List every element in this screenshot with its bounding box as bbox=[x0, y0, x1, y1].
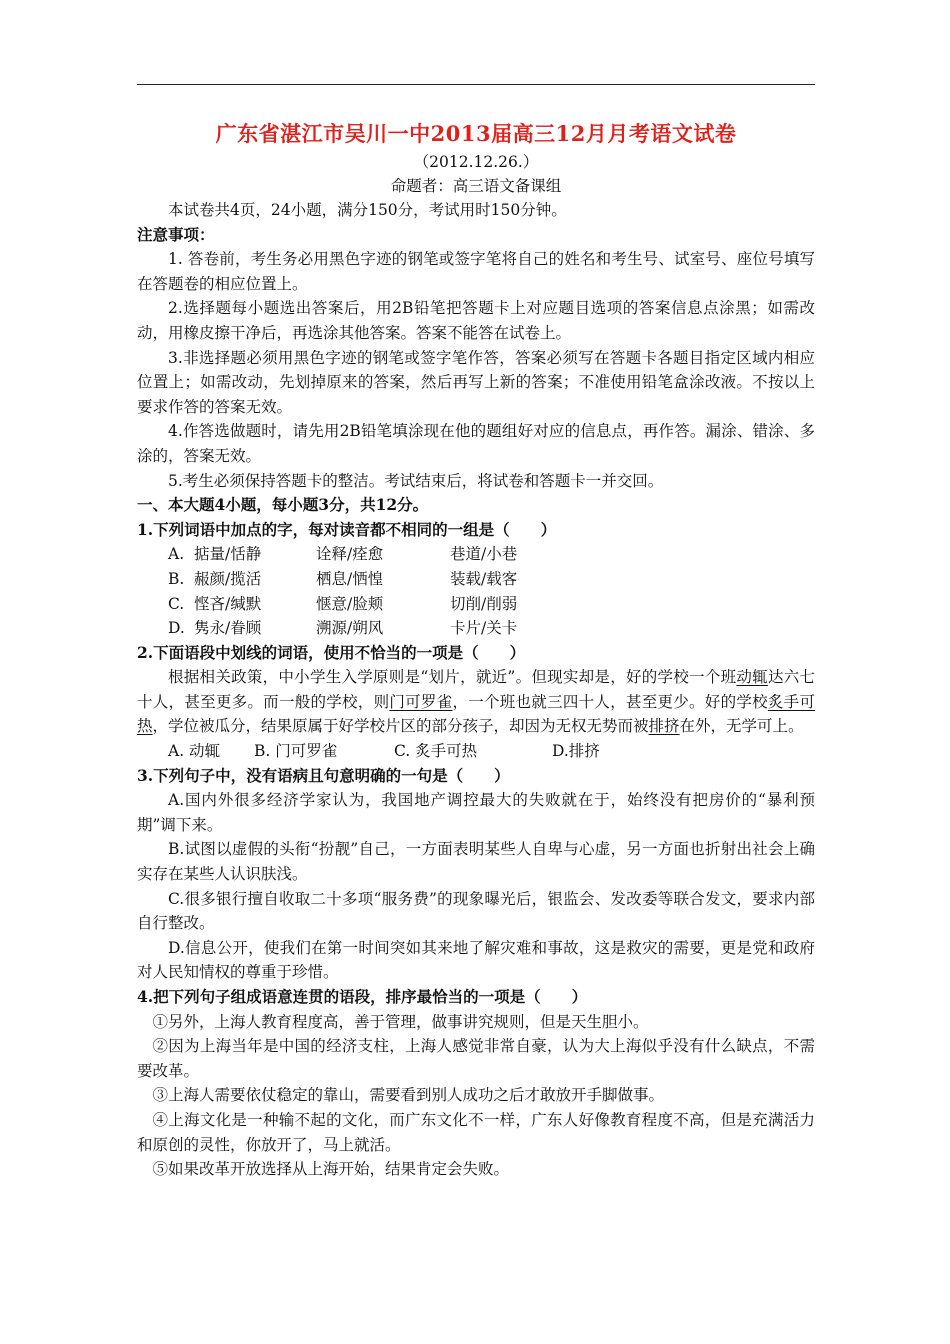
option-word: 卡片/关卡 bbox=[450, 619, 518, 638]
note-item: 2.选择题每小题选出答案后，用2B铅笔把答题卡上对应题目选项的答案信息点涂黑；如需改动，用橡皮擦干净后，再选涂其他答案。答案不能答在试卷上。 bbox=[137, 299, 815, 342]
exam-author: 命题者：高三语文备课组 bbox=[390, 177, 562, 195]
option-word: 巷道/小巷 bbox=[450, 545, 518, 564]
section-heading: 一、本大题4小题，每小题3分，共12分。 bbox=[137, 495, 429, 515]
passage-text: ，学位被瓜分，结果原属于好学校片区的部分孩子，却因为无权无势而被 bbox=[152, 717, 649, 736]
question-4-sentence: ③上海人需要依仗稳定的靠山，需要看到别人成功之后才敢放开手脚做事。 bbox=[152, 1086, 665, 1105]
question-1-option-d bbox=[137, 616, 815, 641]
question-2-stem: 2.下面语段中划线的词语，使用不恰当的一项是（ ） bbox=[137, 642, 526, 662]
note-item: 1. 答卷前，考生务必用黑色字迹的钢笔或签字笔将自己的姓名和考生号、试室号、座位号填写在答题卷的相应位置上。 bbox=[137, 250, 815, 293]
option-label: A. bbox=[168, 545, 185, 564]
passage-text: 根据相关政策，中小学生入学原则是“划片，就近”。但现实却是，好的学校一个班 bbox=[168, 668, 737, 687]
option-d: D.排挤 bbox=[552, 742, 600, 761]
note-item: 4.作答选做题时，请先用2B铅笔填涂现在他的题组好对应的信息点，再作答。漏涂、错涂、多涂的，答案无效。 bbox=[137, 422, 815, 465]
question-2-passage bbox=[137, 665, 815, 739]
option-word: 隽永/眷顾 bbox=[194, 619, 262, 638]
question-3-option-a: A.国内外很多经济学家认为，我国地产调控最大的失败就在于，始终没有把房价的“暴利预期”调下来。 bbox=[137, 791, 815, 834]
exam-title: 广东省湛江市吴川一中2013届高三12月月考语文试卷 bbox=[215, 121, 737, 146]
question-4-sentence: ②因为上海当年是中国的经济支柱，上海人感觉非常自豪，认为大上海似乎没有什么缺点，不需要改革。 bbox=[137, 1037, 815, 1080]
document-body bbox=[137, 118, 815, 1182]
option-label: C. bbox=[168, 594, 185, 613]
question-3-option-b: B.试图以虚假的头衔“扮靓”自己，一方面表明某些人自卑与心虚，另一方面也折射出社会上确实存在某些人认识肤浅。 bbox=[137, 840, 815, 884]
option-word: 诠释/痊愈 bbox=[316, 545, 384, 564]
question-1-stem: 1.下列词语中加点的字，每对读音都不相同的一组是（ ） bbox=[137, 519, 557, 539]
header-rule bbox=[137, 84, 815, 85]
underlined-word: 炙手可热 bbox=[137, 692, 815, 736]
question-4-sentence: ①另外，上海人教育程度高，善于管理，做事讲究规则，但是天生胆小。 bbox=[152, 1012, 649, 1031]
question-3-stem: 3.下列句子中，没有语病且句意明确的一句是（ ） bbox=[137, 765, 510, 785]
exam-intro: 本试卷共4页，24小题，满分150分，考试用时150分钟。 bbox=[168, 201, 567, 219]
passage-text: 在外，无学可上。 bbox=[679, 717, 804, 736]
option-word: 栖息/恓惶 bbox=[316, 569, 384, 588]
option-b: B. 门可罗雀 bbox=[254, 742, 338, 761]
option-label: D. bbox=[168, 619, 185, 638]
option-word: 悭吝/缄默 bbox=[194, 594, 262, 613]
option-word: 溯源/朔风 bbox=[316, 619, 384, 638]
option-word: 赧颜/揽活 bbox=[194, 569, 262, 588]
note-item: 5.考生必须保持答题卡的整洁。考试结束后，将试卷和答题卡一并交回。 bbox=[168, 471, 664, 490]
notes-heading: 注意事项： bbox=[137, 224, 215, 244]
exam-date: （2012.12.26.） bbox=[413, 153, 539, 171]
option-c: C. 炙手可热 bbox=[394, 742, 478, 761]
question-4-sentence: ⑤如果改革开放选择从上海开始，结果肯定会失败。 bbox=[152, 1160, 510, 1179]
option-word: 装载/载客 bbox=[450, 569, 518, 588]
question-4-stem: 4.把下列句子组成语意连贯的语段，排序最恰当的一项是（ ） bbox=[137, 987, 588, 1006]
note-item: 3.非选择题必须用黑色字迹的钢笔或签字笔作答，答案必须写在答题卡各题目指定区域内相应位置上；如需改动，先划掉原来的答案，然后再写上新的答案；不准使用铅笔盒涂改液。不按以上要求作答的答案无效。 bbox=[137, 348, 815, 416]
question-1-option-b bbox=[137, 567, 815, 592]
question-1-option-c bbox=[137, 592, 815, 617]
question-1-option-a bbox=[137, 542, 815, 567]
option-a: A. 动辄 bbox=[168, 742, 221, 761]
option-word: 惬意/脸颊 bbox=[316, 594, 384, 613]
underlined-word: 动辄 bbox=[736, 668, 768, 687]
option-word: 切削/削弱 bbox=[450, 594, 518, 613]
question-2-options bbox=[137, 739, 815, 764]
question-3-option-c: C.很多银行擅自收取二十多项“服务费”的现象曝光后，银监会、发改委等联合发文，要求内部自行整改。 bbox=[137, 889, 815, 933]
passage-text: 达六七十人，甚至更多。而一般的学校，则 bbox=[137, 668, 815, 711]
option-label: B. bbox=[168, 569, 185, 588]
question-4-sentence: ④上海文化是一种输不起的文化，而广东文化不一样，广东人好像教育程度不高，但是充满活力和原创的灵性，你放开了，马上就活。 bbox=[137, 1110, 815, 1154]
underlined-word: 排挤 bbox=[648, 717, 680, 736]
option-word: 掂量/恬静 bbox=[194, 545, 262, 564]
underlined-word: 门可罗雀 bbox=[389, 692, 453, 711]
passage-text: ，一个班也就三四十人，甚至更少。好的学校 bbox=[452, 692, 768, 711]
question-3-option-d: D.信息公开，使我们在第一时间突如其来地了解灾难和事故，这是救灾的需要，更是党和政府对人民知情权的尊重于珍惜。 bbox=[137, 938, 815, 982]
